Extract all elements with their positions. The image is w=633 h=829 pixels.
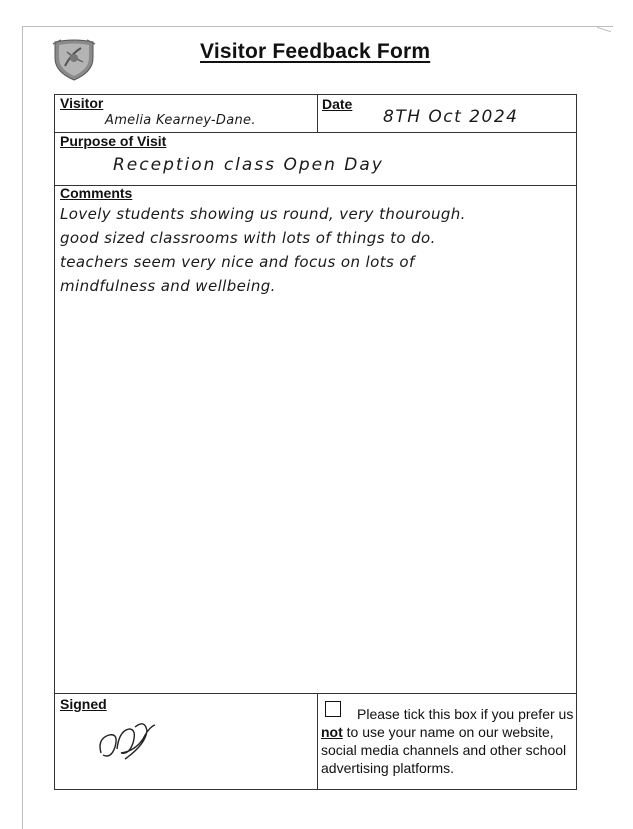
- visitor-name: Amelia Kearney-Dane.: [105, 113, 256, 128]
- comment-line: good sized classrooms with lots of things to do.: [60, 229, 436, 247]
- consent-text-before: Please tick this box if you prefer us: [357, 706, 574, 722]
- date-label: Date: [322, 96, 353, 112]
- comment-line: mindfulness and wellbeing.: [60, 277, 276, 295]
- comment-line: teachers seem very nice and focus on lots of: [60, 253, 415, 271]
- feedback-form: [54, 94, 577, 790]
- date-value: 8TH Oct 2024: [383, 107, 519, 127]
- divider-signed: [317, 693, 318, 790]
- purpose-value: Reception class Open Day: [113, 155, 384, 175]
- consent-text-after: to use your name on our website, social media channels and other school advertising platforms.: [321, 724, 567, 776]
- divider-comments: [55, 693, 576, 694]
- comment-line: Lovely students showing us round, very thourough.: [60, 205, 466, 223]
- divider-purpose: [55, 185, 576, 186]
- school-crest-icon: [51, 36, 97, 82]
- visitor-label: Visitor: [60, 95, 104, 111]
- signature-mark: [95, 709, 161, 765]
- purpose-label: Purpose of Visit: [60, 133, 167, 149]
- form-title: Visitor Feedback Form: [200, 40, 431, 63]
- comments-label: Comments: [60, 185, 133, 201]
- consent-text: [321, 705, 577, 777]
- divider-date: [317, 95, 318, 132]
- consent-emphasis: not: [321, 724, 343, 740]
- signed-label: Signed: [60, 696, 107, 712]
